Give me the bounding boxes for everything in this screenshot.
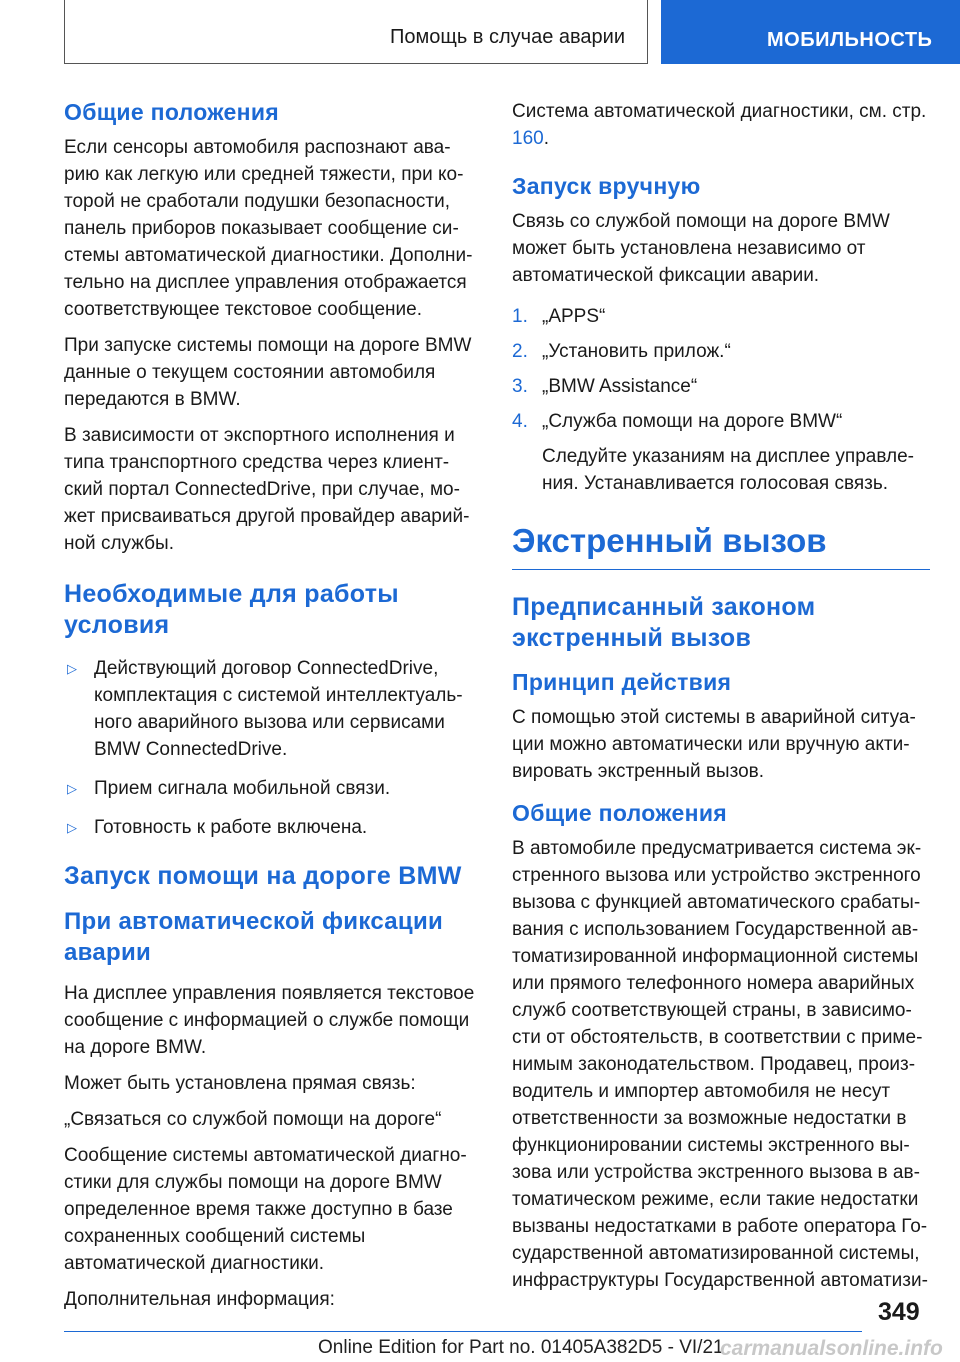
paragraph: При запуске системы помощи на дороге BMW данные о текущем состоянии автомобиля передаются в BMW. <box>64 335 472 410</box>
heading-start-assistance: Запуск помощи на дороге BMW <box>64 862 462 890</box>
step-item <box>512 408 930 497</box>
steps-list <box>512 303 930 497</box>
heading-automatic: При автоматической фиксации аварии <box>64 908 444 966</box>
heading-general-2: Общие положения <box>512 800 727 826</box>
step-item <box>512 373 930 400</box>
paragraph-diagnostics-ref: Система автоматической диагностики, см. стр. 160. <box>512 101 927 149</box>
heading-legal-emergency: Предписанный законом экстренный вызов <box>512 593 816 652</box>
list-item <box>64 655 478 763</box>
step-item <box>512 338 930 365</box>
header-chapter-tab: МОБИЛЬНОСТЬ <box>661 0 960 64</box>
step-text: „APPS“ <box>542 306 606 327</box>
paragraph: Дополнительная информация: <box>64 1289 335 1310</box>
heading-manual-start: Запуск вручную <box>512 173 701 199</box>
requirements-list <box>64 655 478 841</box>
paragraph: В зависимости от экспортного исполнения и типа транспортного средства через клиентский портал ConnectedDrive, при случае, может присваиваться другой провайдер аварийной службы. <box>64 425 470 554</box>
step-item <box>512 303 930 330</box>
list-item <box>64 775 478 802</box>
paragraph: Если сенсоры автомобиля распознают аварию как легкую или средней тяжести, при которой не сработали подушки безопасности, панель приборов показывает сообщение системы автоматической диагностики. Дополнительно на дисплее управления отображается соответствующее текстовое сообщение. <box>64 137 473 320</box>
heading-requirements: Необходимые для работы условия <box>64 580 399 639</box>
step-number: 3. <box>512 376 528 397</box>
step-text: „BMW Assistance“ <box>542 376 698 397</box>
page-number: 349 <box>878 1298 920 1326</box>
step-text: „Служба помощи на дороге BMW“ <box>542 411 843 432</box>
step-text: „Установить прилож.“ <box>542 341 731 362</box>
watermark: carmanualsonline.info <box>720 1337 943 1360</box>
header-frame <box>64 0 648 64</box>
list-item-text: Действующий договор ConnectedDrive, комплектация с системой интеллектуального аварийного вызова или сервисами BMW ConnectedDrive. <box>94 658 463 760</box>
step-number: 1. <box>512 306 528 327</box>
paragraph: Может быть установлена прямая связь: <box>64 1073 416 1094</box>
paragraph: „Связаться со службой помощи на дороге“ <box>64 1109 442 1130</box>
triangle-right-icon: ▷ <box>67 781 77 796</box>
heading-principle: Принцип действия <box>512 669 732 695</box>
page-reference-link[interactable]: 160 <box>512 128 544 149</box>
paragraph: Связь со службой помощи на дороге BMW может быть установлена независимо от автоматической фиксации аварии. <box>512 211 890 286</box>
step-note: Следуйте указаниям на дисплее управления. Устанавливается голосовая связь. <box>542 446 914 494</box>
left-column <box>64 98 478 1322</box>
right-column <box>512 98 930 1303</box>
list-item <box>64 814 478 841</box>
paragraph: С помощью этой системы в аварийной ситуации можно автоматически или вручную активировать экстренный вызов. <box>512 707 916 782</box>
paragraph: Сообщение системы автоматической диагностики для службы помощи на дороге BMW определенное время также доступно в базе сохраненных сообщений системы автоматической диагностики. <box>64 1145 467 1274</box>
list-item-text: Прием сигнала мобильной связи. <box>94 778 391 799</box>
heading-emergency-call: Экстренный вызов <box>512 521 930 570</box>
heading-general: Общие положения <box>64 99 279 125</box>
paragraph: В автомобиле предусматривается система экстренного вызова или устройство экстренного вызова с функцией автоматического срабатывания с использованием Государственной автоматизированной информационной системы или прямого телефонного номера аварийных служб соответствующей страны, в зависимости от обстоятельств, в соответствии с применимым законодательством. Продавец, производитель и импортер автомобиля не несут ответственности за возможные недостатки в функционировании системы экстренного вызова или устройства экстренного вызова в автоматическом режиме, если такие недостатки вызваны недостатками в работе оператора Государственной автоматизированной системы, инфраструктуры Государственной автоматизи- <box>512 838 928 1291</box>
triangle-right-icon: ▷ <box>67 661 77 676</box>
step-number: 2. <box>512 341 528 362</box>
list-item-text: Готовность к работе включена. <box>94 817 368 838</box>
header-section-title: Помощь в случае аварии <box>390 26 625 48</box>
footer-edition: Online Edition for Part no. 01405A382D5 - VI/21 <box>318 1337 724 1358</box>
triangle-right-icon: ▷ <box>67 820 77 835</box>
footer-divider <box>64 1331 862 1332</box>
step-number: 4. <box>512 411 528 432</box>
paragraph: На дисплее управления появляется текстовое сообщение с информацией о службе помощи на дороге BMW. <box>64 983 475 1058</box>
